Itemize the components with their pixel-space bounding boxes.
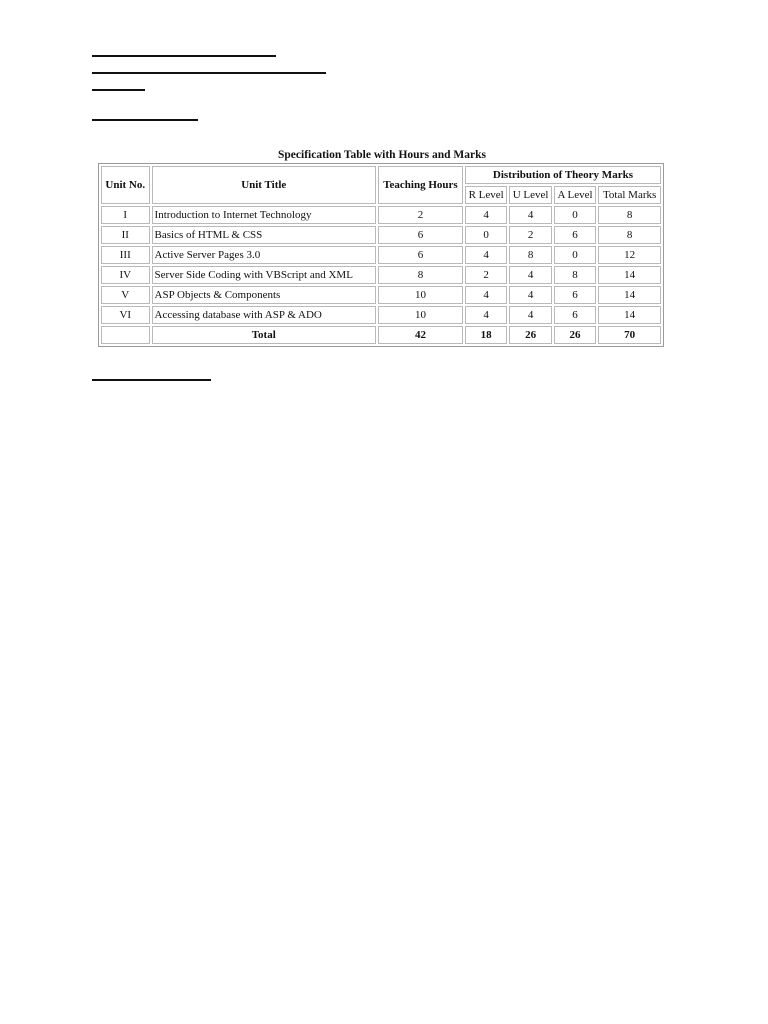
header-unit-no: Unit No. [101, 166, 150, 204]
heading-underline-5 [92, 379, 211, 381]
cell-u-level: 8 [509, 246, 551, 264]
cell-title: Server Side Coding with VBScript and XML [152, 266, 376, 284]
header-total-marks: Total Marks [598, 186, 661, 204]
cell-unit: VI [101, 306, 150, 324]
cell-title: Active Server Pages 3.0 [152, 246, 376, 264]
cell-title: Basics of HTML & CSS [152, 226, 376, 244]
cell-r-level: 4 [465, 206, 507, 224]
cell-u-level: 2 [509, 226, 551, 244]
cell-grand-total-marks: 70 [598, 326, 661, 344]
cell-hours: 6 [378, 246, 463, 264]
cell-total-marks: 8 [598, 206, 661, 224]
heading-underline-1 [92, 55, 276, 57]
cell-r-level: 4 [465, 286, 507, 304]
cell-total-marks: 14 [598, 286, 661, 304]
cell-total-label: Total [152, 326, 376, 344]
header-teaching-hours: Teaching Hours [378, 166, 463, 204]
cell-a-level: 8 [554, 266, 596, 284]
cell-hours: 8 [378, 266, 463, 284]
cell-unit: III [101, 246, 150, 264]
cell-hours: 10 [378, 306, 463, 324]
heading-underline-4 [92, 119, 198, 121]
cell-u-level: 4 [509, 286, 551, 304]
header-distribution: Distribution of Theory Marks [465, 166, 661, 184]
cell-title: Accessing database with ASP & ADO [152, 306, 376, 324]
cell-hours: 6 [378, 226, 463, 244]
total-row [101, 326, 661, 344]
cell-r-level: 4 [465, 246, 507, 264]
table-row [101, 226, 661, 244]
cell-a-level: 6 [554, 306, 596, 324]
cell-unit: I [101, 206, 150, 224]
header-row [101, 166, 661, 184]
table-row [101, 246, 661, 264]
header-u-level: U Level [509, 186, 551, 204]
cell-a-level: 0 [554, 246, 596, 264]
cell-blank [101, 326, 150, 344]
cell-r-level: 4 [465, 306, 507, 324]
cell-a-level: 6 [554, 226, 596, 244]
header-r-level: R Level [465, 186, 507, 204]
cell-total-marks: 8 [598, 226, 661, 244]
specification-table [98, 163, 664, 347]
cell-r-level: 0 [465, 226, 507, 244]
cell-total-u-level: 26 [509, 326, 551, 344]
cell-title: ASP Objects & Components [152, 286, 376, 304]
heading-underline-2 [92, 72, 326, 74]
cell-hours: 2 [378, 206, 463, 224]
cell-title: Introduction to Internet Technology [152, 206, 376, 224]
cell-a-level: 6 [554, 286, 596, 304]
cell-unit: IV [101, 266, 150, 284]
cell-r-level: 2 [465, 266, 507, 284]
cell-total-r-level: 18 [465, 326, 507, 344]
header-unit-title: Unit Title [152, 166, 376, 204]
cell-unit: II [101, 226, 150, 244]
cell-u-level: 4 [509, 206, 551, 224]
cell-total-marks: 12 [598, 246, 661, 264]
cell-unit: V [101, 286, 150, 304]
table-row [101, 286, 661, 304]
table-row [101, 266, 661, 284]
cell-total-marks: 14 [598, 266, 661, 284]
cell-total-marks: 14 [598, 306, 661, 324]
cell-u-level: 4 [509, 266, 551, 284]
cell-total-hours: 42 [378, 326, 463, 344]
cell-a-level: 0 [554, 206, 596, 224]
header-a-level: A Level [554, 186, 596, 204]
table-row [101, 306, 661, 324]
cell-total-a-level: 26 [554, 326, 596, 344]
table-row [101, 206, 661, 224]
heading-underline-3 [92, 89, 145, 91]
cell-u-level: 4 [509, 306, 551, 324]
table-caption: Specification Table with Hours and Marks [278, 149, 486, 161]
cell-hours: 10 [378, 286, 463, 304]
